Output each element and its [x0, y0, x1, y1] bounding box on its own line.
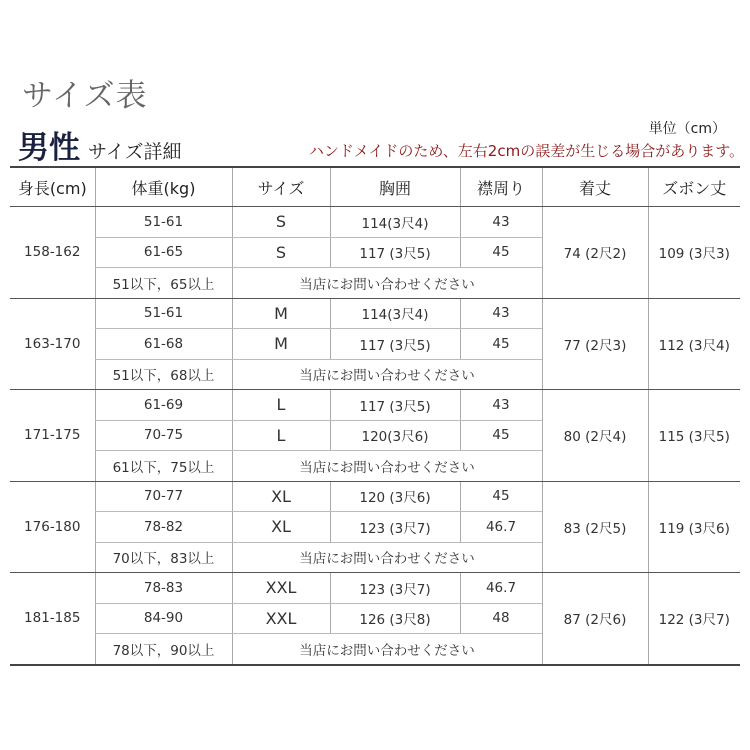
collar-cell: 45: [460, 420, 542, 451]
length-cell: 83 (2尺5): [542, 481, 648, 573]
gender-label: 男性: [18, 130, 80, 166]
chest-cell: 120 (3尺6): [330, 481, 460, 512]
height-cell: 181-185: [10, 573, 95, 665]
size-cell: M: [232, 298, 330, 329]
weight-cell: 84-90: [95, 603, 232, 634]
chest-cell: 114(3尺4): [330, 207, 460, 238]
table-row: [10, 573, 740, 604]
contact-note-cell: 当店にお問い合わせください: [232, 451, 542, 482]
size-cell: XXL: [232, 573, 330, 604]
chest-cell: 117 (3尺5): [330, 329, 460, 360]
weight-cell: 78-82: [95, 512, 232, 543]
header-row: [10, 167, 740, 207]
length-cell: 80 (2尺4): [542, 390, 648, 482]
weight-cell: 61-69: [95, 390, 232, 421]
size-cell: L: [232, 420, 330, 451]
collar-cell: 45: [460, 481, 542, 512]
height-cell: 176-180: [10, 481, 95, 573]
column-header: 胸囲: [330, 167, 460, 207]
size-cell: XL: [232, 481, 330, 512]
size-cell: XL: [232, 512, 330, 543]
pants-length-cell: 122 (3尺7): [648, 573, 740, 665]
weight-other-cell: 51以下，65以上: [95, 268, 232, 299]
section-heading: [18, 122, 181, 167]
weight-cell: 70-77: [95, 481, 232, 512]
column-header: 着丈: [542, 167, 648, 207]
weight-cell: 78-83: [95, 573, 232, 604]
chest-cell: 117 (3尺5): [330, 237, 460, 268]
table-row: [10, 207, 740, 238]
table-row: [10, 481, 740, 512]
size-cell: XXL: [232, 603, 330, 634]
weight-cell: 61-65: [95, 237, 232, 268]
column-header: サイズ: [232, 167, 330, 207]
height-cell: 163-170: [10, 298, 95, 390]
size-cell: M: [232, 329, 330, 360]
weight-cell: 61-68: [95, 329, 232, 360]
chest-cell: 114(3尺4): [330, 298, 460, 329]
contact-note-cell: 当店にお問い合わせください: [232, 359, 542, 390]
column-header: ズボン丈: [648, 167, 740, 207]
chest-cell: 117 (3尺5): [330, 390, 460, 421]
pants-length-cell: 119 (3尺6): [648, 481, 740, 573]
length-cell: 77 (2尺3): [542, 298, 648, 390]
weight-other-cell: 78以下，90以上: [95, 634, 232, 665]
collar-cell: 45: [460, 329, 542, 360]
column-header: 襟周り: [460, 167, 542, 207]
weight-cell: 70-75: [95, 420, 232, 451]
tolerance-note: ハンドメイドのため、左右2cmの誤差が生じる場合があります。: [308, 142, 744, 160]
chest-cell: 120(3尺6): [330, 420, 460, 451]
chest-cell: 123 (3尺7): [330, 573, 460, 604]
table-row: [10, 298, 740, 329]
weight-other-cell: 70以下，83以上: [95, 542, 232, 573]
size-cell: S: [232, 237, 330, 268]
collar-cell: 43: [460, 207, 542, 238]
length-cell: 87 (2尺6): [542, 573, 648, 665]
contact-note-cell: 当店にお問い合わせください: [232, 542, 542, 573]
pants-length-cell: 115 (3尺5): [648, 390, 740, 482]
pants-length-cell: 112 (3尺4): [648, 298, 740, 390]
weight-cell: 51-61: [95, 298, 232, 329]
table-row: [10, 390, 740, 421]
page-title: サイズ表: [22, 78, 148, 114]
weight-other-cell: 51以下，68以上: [95, 359, 232, 390]
size-cell: L: [232, 390, 330, 421]
collar-cell: 43: [460, 298, 542, 329]
size-cell: S: [232, 207, 330, 238]
height-cell: 171-175: [10, 390, 95, 482]
length-cell: 74 (2尺2): [542, 207, 648, 299]
section-label: サイズ詳細: [88, 141, 182, 163]
collar-cell: 43: [460, 390, 542, 421]
chest-cell: 123 (3尺7): [330, 512, 460, 543]
column-header: 身長(cm): [10, 167, 95, 207]
unit-label: 単位（cm）: [648, 121, 726, 137]
height-cell: 158-162: [10, 207, 95, 299]
chest-cell: 126 (3尺8): [330, 603, 460, 634]
collar-cell: 46.7: [460, 573, 542, 604]
weight-other-cell: 61以下，75以上: [95, 451, 232, 482]
collar-cell: 48: [460, 603, 542, 634]
contact-note-cell: 当店にお問い合わせください: [232, 268, 542, 299]
contact-note-cell: 当店にお問い合わせください: [232, 634, 542, 665]
size-table: [10, 166, 740, 666]
collar-cell: 46.7: [460, 512, 542, 543]
column-header: 体重(kg): [95, 167, 232, 207]
pants-length-cell: 109 (3尺3): [648, 207, 740, 299]
collar-cell: 45: [460, 237, 542, 268]
weight-cell: 51-61: [95, 207, 232, 238]
